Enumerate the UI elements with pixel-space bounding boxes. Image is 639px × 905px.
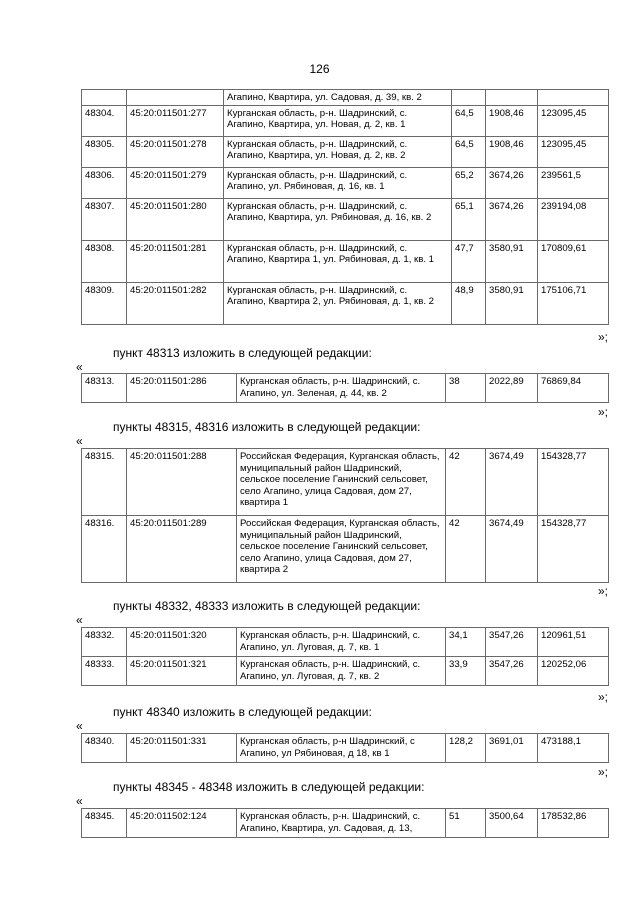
area: 48,9	[452, 282, 486, 324]
register-table	[81, 89, 609, 325]
cadastral-number: 45:20:011501:286	[127, 374, 237, 403]
address: Курганская область, р-н. Шадринский, с. Агапино, Квартира 2, ул. Рябиновая, д. 1, кв. 2	[224, 282, 452, 324]
cadastral-number: 45:20:011501:281	[127, 240, 224, 282]
instruction-text: пункт 48313 изложить в следующей редакции:	[113, 346, 372, 360]
total-value: 239194,08	[538, 198, 609, 240]
address: Курганская область, р-н. Шадринский, с. Агапино, Квартира, ул. Рябиновая, д. 16, кв. 2	[224, 198, 452, 240]
row-number: 48307.	[82, 198, 127, 240]
price: 1908,46	[486, 136, 538, 167]
table-row	[82, 198, 609, 240]
area: 64,5	[452, 136, 486, 167]
cadastral-number: 45:20:011501:320	[127, 628, 237, 657]
table-row	[82, 282, 609, 324]
row-number: 48309.	[82, 282, 127, 324]
cadastral-number: 45:20:011501:279	[127, 167, 224, 198]
row-number: 48345.	[82, 809, 127, 838]
cadastral-number: 45:20:011501:288	[127, 449, 237, 516]
address: Курганская область, р-н. Шадринский, с. Агапино, ул. Луговая, д. 7, кв. 1	[237, 628, 446, 657]
row-number	[82, 90, 127, 106]
total-value: 178532,86	[538, 809, 609, 838]
total-value: 120961,51	[538, 628, 609, 657]
price: 3580,91	[486, 282, 538, 324]
address: Российская Федерация, Курганская область, муниципальный район Шадринский, сельское поселение Ганинский сельсовет, село Агапино, улица Садовая, дом 27, квартира 2	[237, 516, 446, 583]
total-value: 154328,77	[538, 449, 609, 516]
total-value: 154328,77	[538, 516, 609, 583]
cadastral-number: 45:20:011501:277	[127, 105, 224, 136]
cadastral-number: 45:20:011501:321	[127, 657, 237, 686]
area: 65,2	[452, 167, 486, 198]
row-number: 48304.	[82, 105, 127, 136]
area: 42	[446, 516, 486, 583]
total-value: 123095,45	[538, 105, 609, 136]
table-row	[82, 374, 609, 403]
closing-quote: »;	[597, 405, 608, 419]
price: 3674,49	[486, 516, 538, 583]
cadastral-number: 45:20:011502:124	[127, 809, 237, 838]
area: 51	[446, 809, 486, 838]
address: Курганская область, р-н. Шадринский, с. Агапино, ул. Рябиновая, д. 16, кв. 1	[224, 167, 452, 198]
page-number: 126	[309, 62, 330, 76]
total-value: 123095,45	[538, 136, 609, 167]
closing-quote: »;	[597, 330, 608, 344]
row-number: 48313.	[82, 374, 127, 403]
table-row	[82, 734, 609, 763]
price: 3691,01	[486, 734, 538, 763]
total-value: 175106,71	[538, 282, 609, 324]
opening-quote: «	[76, 719, 83, 733]
opening-quote: «	[76, 613, 83, 627]
address: Агапино, Квартира, ул. Садовая, д. 39, кв. 2	[224, 90, 452, 106]
price: 3580,91	[486, 240, 538, 282]
row-number: 48332.	[82, 628, 127, 657]
closing-quote: »;	[597, 690, 608, 704]
register-table	[81, 373, 609, 403]
instruction-text: пункты 48315, 48316 изложить в следующей редакции:	[113, 420, 421, 434]
price: 3674,49	[486, 449, 538, 516]
cadastral-number: 45:20:011501:289	[127, 516, 237, 583]
register-table	[81, 733, 609, 763]
table-row	[82, 516, 609, 583]
address: Курганская область, р-н. Шадринский, с. Агапино, Квартира, ул. Новая, д. 2, кв. 2	[224, 136, 452, 167]
cadastral-number: 45:20:011501:280	[127, 198, 224, 240]
area: 38	[446, 374, 486, 403]
row-number: 48315.	[82, 449, 127, 516]
price: 3674,26	[486, 167, 538, 198]
cadastral-number: 45:20:011501:278	[127, 136, 224, 167]
area: 128,2	[446, 734, 486, 763]
row-number: 48316.	[82, 516, 127, 583]
table-row	[82, 657, 609, 686]
area: 65,1	[452, 198, 486, 240]
price: 3500,64	[486, 809, 538, 838]
total-value: 473188,1	[538, 734, 609, 763]
instruction-text: пункты 48345 - 48348 изложить в следующей редакции:	[113, 780, 425, 794]
register-table	[81, 808, 609, 838]
area: 42	[446, 449, 486, 516]
row-number: 48308.	[82, 240, 127, 282]
area	[452, 90, 486, 106]
closing-quote: »;	[597, 584, 608, 598]
address: Российская Федерация, Курганская область, муниципальный район Шадринский, сельское поселение Ганинский сельсовет, село Агапино, улица Садовая, дом 27, квартира 1	[237, 449, 446, 516]
area: 33,9	[446, 657, 486, 686]
price: 2022,89	[486, 374, 538, 403]
register-table	[81, 627, 609, 686]
area: 47,7	[452, 240, 486, 282]
row-number: 48305.	[82, 136, 127, 167]
price: 3674,26	[486, 198, 538, 240]
closing-quote: »;	[597, 765, 608, 779]
price	[486, 90, 538, 106]
opening-quote: «	[76, 360, 83, 374]
address: Курганская область, р-н. Шадринский, с. Агапино, Квартира, ул. Садовая, д. 13,	[237, 809, 446, 838]
total-value	[538, 90, 609, 106]
register-table	[81, 448, 609, 583]
cadastral-number: 45:20:011501:331	[127, 734, 237, 763]
cadastral-number: 45:20:011501:282	[127, 282, 224, 324]
area: 34,1	[446, 628, 486, 657]
total-value: 76869,84	[538, 374, 609, 403]
table-row	[82, 449, 609, 516]
opening-quote: «	[76, 434, 83, 448]
opening-quote: «	[76, 794, 83, 808]
address: Курганская область, р-н. Шадринский, с. Агапино, Квартира, ул. Новая, д. 2, кв. 1	[224, 105, 452, 136]
price: 1908,46	[486, 105, 538, 136]
price: 3547,26	[486, 657, 538, 686]
instruction-text: пункты 48332, 48333 изложить в следующей редакции:	[113, 599, 421, 613]
table-row	[82, 105, 609, 136]
table-row	[82, 809, 609, 838]
table-row	[82, 628, 609, 657]
price: 3547,26	[486, 628, 538, 657]
total-value: 170809,61	[538, 240, 609, 282]
row-number: 48333.	[82, 657, 127, 686]
row-number: 48340.	[82, 734, 127, 763]
total-value: 239561,5	[538, 167, 609, 198]
table-row	[82, 90, 609, 106]
table-row	[82, 167, 609, 198]
address: Курганская область, р-н. Шадринский, с. Агапино, ул. Луговая, д. 7, кв. 2	[237, 657, 446, 686]
address: Курганская область, р-н. Шадринский, с. Агапино, Квартира 1, ул. Рябиновая, д. 1, кв. 1	[224, 240, 452, 282]
instruction-text: пункт 48340 изложить в следующей редакции:	[113, 705, 372, 719]
address: Курганская область, р-н Шадринский, с Агапино, ул Рябиновая, д 18, кв 1	[237, 734, 446, 763]
total-value: 120252,06	[538, 657, 609, 686]
area: 64,5	[452, 105, 486, 136]
table-row	[82, 240, 609, 282]
cadastral-number	[127, 90, 224, 106]
table-row	[82, 136, 609, 167]
row-number: 48306.	[82, 167, 127, 198]
address: Курганская область, р-н. Шадринский, с. Агапино, ул. Зеленая, д. 44, кв. 2	[237, 374, 446, 403]
